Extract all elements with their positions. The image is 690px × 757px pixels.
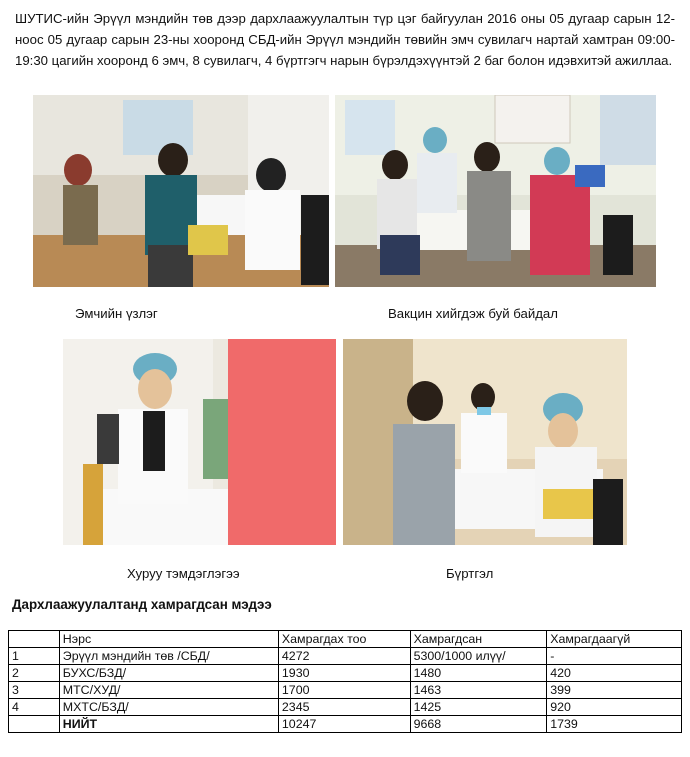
section-title: Дархлаажуулалтанд хамрагдсан мэдээ xyxy=(12,597,272,612)
total-label: НИЙТ xyxy=(59,716,278,733)
table-row xyxy=(9,699,682,716)
header-cell: Хамрагдах тоо xyxy=(278,631,410,648)
table-row xyxy=(9,648,682,665)
table-cell: 9668 xyxy=(410,716,547,733)
table-header-row xyxy=(9,631,682,648)
header-cell: Хамрагдаагүй xyxy=(547,631,682,648)
table-cell: Эрүүл мэндийн төв /СБД/ xyxy=(59,648,278,665)
table-cell: БУХС/БЗД/ xyxy=(59,665,278,682)
table-cell: 10247 xyxy=(278,716,410,733)
table-cell: 5300/1000 илүү/ xyxy=(410,648,547,665)
caption-doctor-exam: Эмчийн үзлэг xyxy=(75,306,158,321)
table-cell: 2 xyxy=(9,665,60,682)
table-cell: 920 xyxy=(547,699,682,716)
caption-registration: Бүртгэл xyxy=(446,566,494,581)
table-cell: 1480 xyxy=(410,665,547,682)
table-cell: - xyxy=(547,648,682,665)
table-cell: 1 xyxy=(9,648,60,665)
table-cell: 4 xyxy=(9,699,60,716)
caption-vaccination: Вакцин хийгдэж буй байдал xyxy=(388,306,558,321)
photo-vaccination xyxy=(335,95,656,287)
photo-registration xyxy=(343,339,627,545)
caption-finger-marking: Хуруу тэмдэглэгээ xyxy=(127,566,240,581)
table-total-row xyxy=(9,716,682,733)
header-cell xyxy=(9,631,60,648)
table-row xyxy=(9,665,682,682)
table-cell: 1739 xyxy=(547,716,682,733)
table-cell: 1463 xyxy=(410,682,547,699)
photo-doctor-exam xyxy=(33,95,329,287)
photo-finger-marking xyxy=(63,339,336,545)
table-cell: МХТС/БЗД/ xyxy=(59,699,278,716)
header-cell: Хамрагдсан xyxy=(410,631,547,648)
table-cell: 3 xyxy=(9,682,60,699)
table-cell xyxy=(9,716,60,733)
table-cell: 1700 xyxy=(278,682,410,699)
table-cell: 1425 xyxy=(410,699,547,716)
header-cell: Нэрс xyxy=(59,631,278,648)
table-cell: 2345 xyxy=(278,699,410,716)
coverage-table xyxy=(8,630,682,733)
table-row xyxy=(9,682,682,699)
table-cell: 4272 xyxy=(278,648,410,665)
table-cell: МТС/ХУД/ xyxy=(59,682,278,699)
intro-paragraph: ШУТИС-ийн Эрүүл мэндийн төв дээр дархлаажуулалтын түр цэг байгуулан 2016 оны 05 дугаар сарын 12-ноос 05 дугаар сарын 23-ны хооронд СБД-ийн Эрүүл мэндийн төвийн эмч сувилагч нартай хамтран 09:00-19:30 цагийн хооронд 6 эмч, 8 сувилагч, 4 бүртгэгч нарын бүрэлдэхүүнтэй 2 баг болон идэвхитэй ажиллаа. xyxy=(15,11,675,68)
table-cell: 420 xyxy=(547,665,682,682)
table-cell: 1930 xyxy=(278,665,410,682)
table-cell: 399 xyxy=(547,682,682,699)
